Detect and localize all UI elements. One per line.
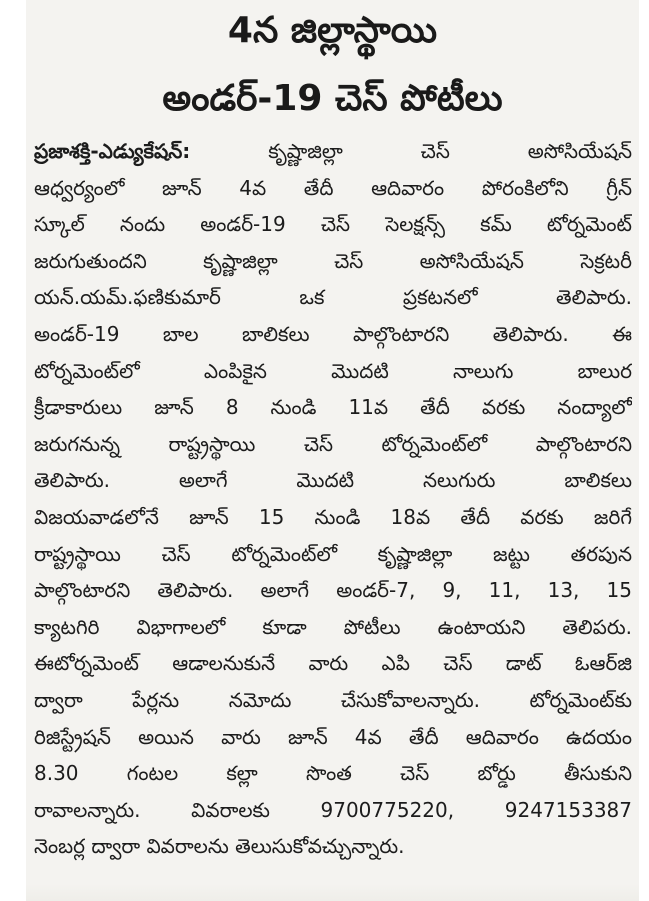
body-line: రాష్ట్రస్థాయి చెస్‌ టోర్నమెంట్‌లో కృష్ణాజిల్లా జట్టు తరపున [34, 541, 632, 566]
body-line [34, 133, 632, 170]
body-line: క్రీడాకారులు జూన్‌ 8 నుండి 11వ తేదీ వరకు నంద్యాలో [34, 395, 632, 420]
body-line: రావాలన్నారు. వివరాలకు 9700775220, 9247153387 [34, 797, 632, 822]
body-line: ఈటోర్నమెంట్‌ ఆడాలనుకునే వారు ఎపి చెస్‌ డాట్‌ ఓఆర్‌జి [34, 651, 632, 676]
body-line: 8.30 గంటల కల్లా సొంత చెస్‌ బోర్డు తీసుకుని [34, 761, 632, 786]
headline-line-2: అండర్‌-19 చెస్‌ పోటీలు [162, 78, 503, 119]
body-line: ఆధ్వర్యంలో జూన్‌ 4వ తేదీ ఆదివారం పోరంకిలోని గ్రీన్‌ [34, 175, 632, 200]
body-line: క్యాటగిరి విభాగాలలో కూడా పోటీలు ఉంటాయని తెలిపరు. [34, 614, 632, 639]
article-body [34, 133, 632, 865]
body-line: యన్‌.యమ్‌.ఫణికుమార్‌ ఒక ప్రకటనలో తెలిపారు. [34, 285, 632, 310]
body-line: జరుగుతుందని కృష్ణాజిల్లా చెస్‌ అసోసియేషన్‌ సెక్రటరీ [34, 248, 632, 273]
body-line: రిజిస్ట్రేషన్‌ అయిన వారు జూన్‌ 4వ తేదీ ఆదివారం ఉదయం [34, 724, 632, 749]
body-line: విజయవాడలోనే జూన్‌ 15 నుండి 18వ తేదీ వరకు జరిగే [34, 504, 632, 529]
body-line-last: నెంబర్ల ద్వారా వివరాలను తెలుసుకోవచ్చున్నారు. [34, 834, 405, 859]
body-line: అండర్‌-19 బాల బాలికలు పాల్గొంటారని తెలిపారు. ఈ [34, 321, 632, 346]
body-line: పాల్గొంటారని తెలిపారు. అలాగే అండర్‌-7, 9, 11, 13, 15 [34, 578, 632, 603]
body-line: స్కూల్‌ నందు అండర్‌-19 చెస్‌ సెలక్షన్స్‌ కమ్‌ టోర్నమెంట్‌ [34, 212, 632, 237]
body-line: టోర్నమెంట్‌లో ఎంపికైన మొదటి నాలుగు బాలుర [34, 358, 632, 383]
news-article [26, 0, 639, 901]
body-line: తెలిపారు. అలాగే మొదటి నలుగురు బాలికలు [34, 468, 632, 493]
headline-line-1: 4న జిల్లాస్థాయి [227, 10, 438, 51]
right-margin [639, 0, 649, 901]
body-line: జరుగనున్న రాష్ట్రస్థాయి చెస్‌ టోర్నమెంట్‌లో పాల్గొంటారని [34, 431, 632, 456]
body-line-text: కృష్ణాజిల్లా చెస్‌ అసోసియేషన్‌ [268, 139, 632, 163]
body-line: ద్వారా పేర్లను నమోదు చేసుకోవాలన్నారు. టోర్నమెంట్‌కు [34, 687, 632, 712]
clipping-bottom-edge [26, 884, 639, 901]
byline: ప్రజాశక్తి-ఎడ్యుకేషన్‌: [34, 139, 191, 163]
left-margin [0, 0, 26, 901]
